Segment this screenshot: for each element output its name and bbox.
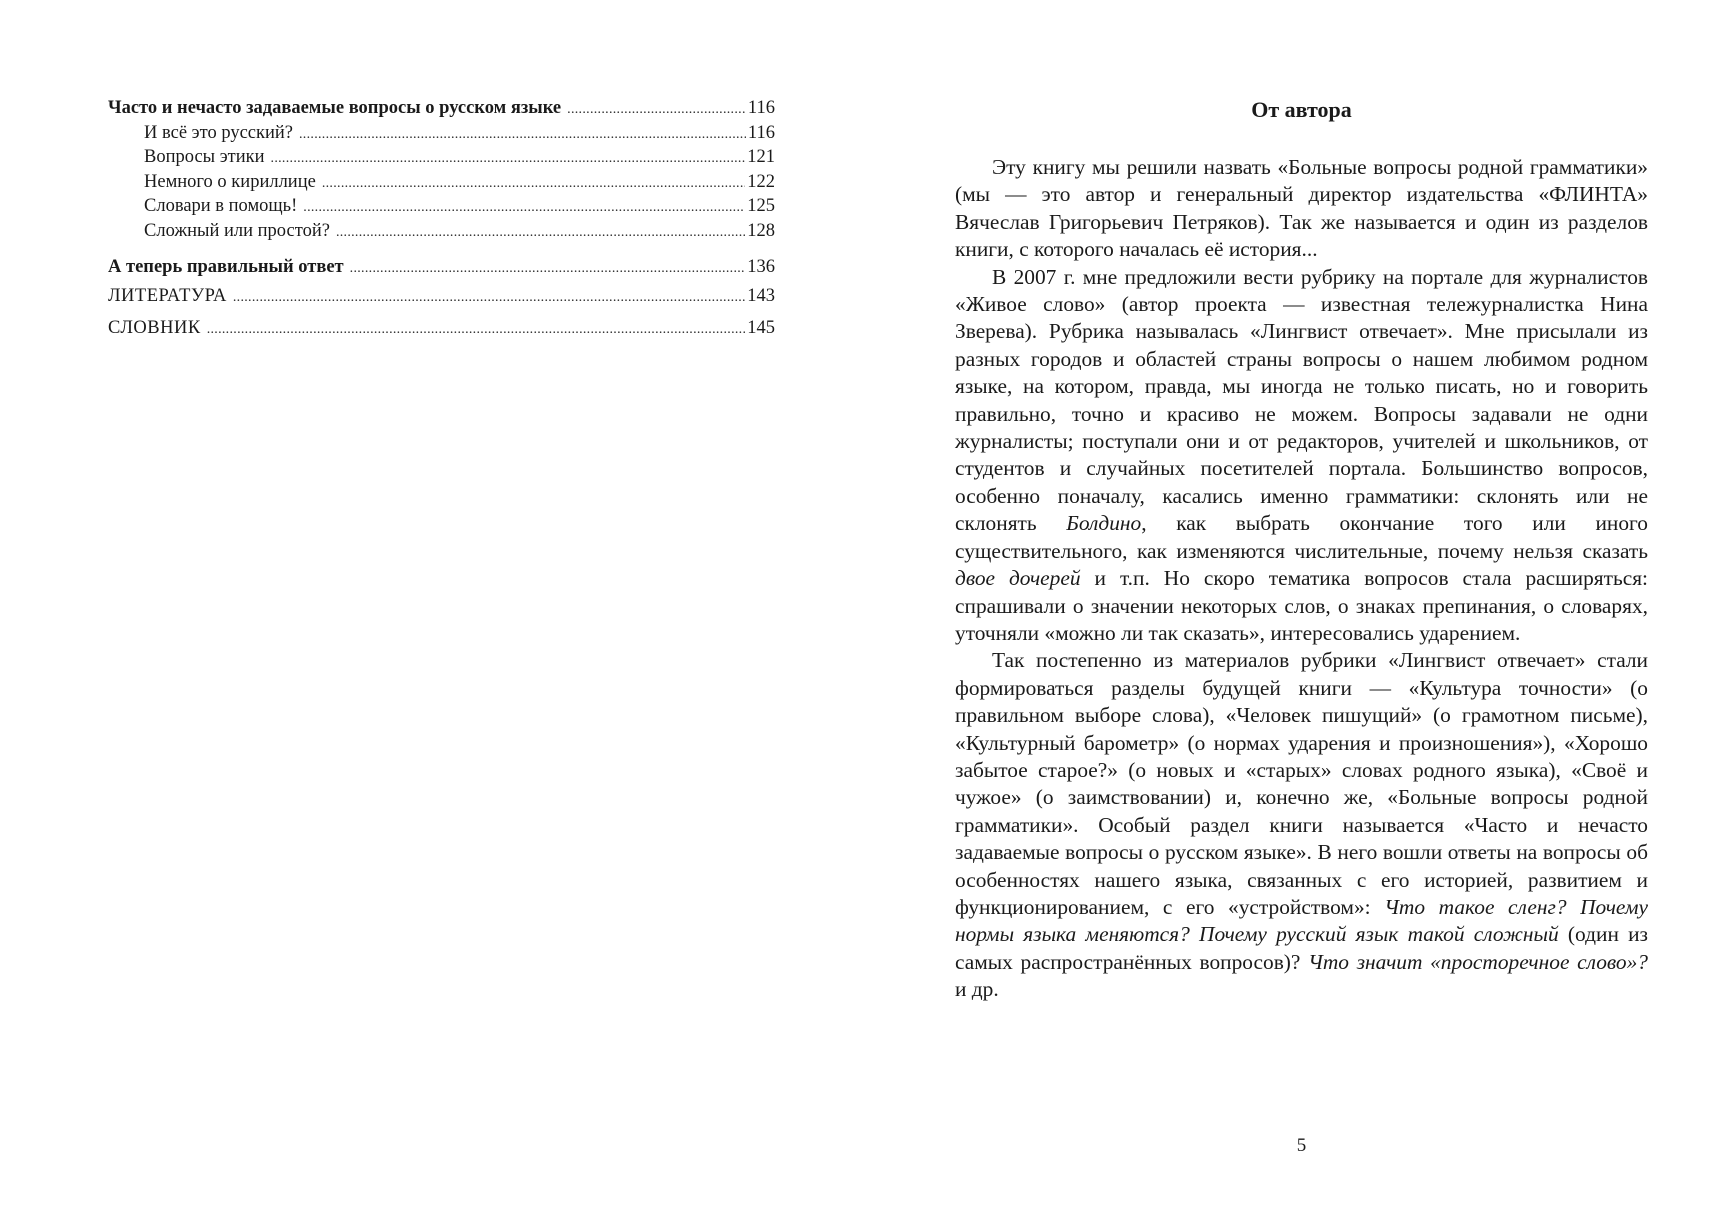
toc-entry[interactable] bbox=[108, 313, 775, 345]
text-run: и т.п. Но скоро тематика вопросов стала расширяться: спрашивали о значении некоторых слов, о знаках препинания, о словарях, уточняли «можно ли так сказать», интересовались ударением. bbox=[955, 566, 1648, 645]
italic-questions: Что такое сленг? Почему нормы языка меняются? Почему русский язык такой сложный bbox=[955, 894, 1649, 947]
toc-entry[interactable] bbox=[108, 171, 775, 196]
toc-entry[interactable] bbox=[108, 146, 775, 171]
toc-entry-label: Вопросы этики bbox=[144, 147, 265, 167]
toc-leader-dots bbox=[271, 147, 746, 171]
paragraph bbox=[955, 647, 1648, 1003]
paragraph bbox=[955, 264, 1648, 648]
table-of-contents bbox=[108, 97, 775, 345]
italic-question: Что значит «просторечное слово»? bbox=[1308, 949, 1649, 974]
chapter-title: От автора bbox=[1251, 97, 1352, 122]
left-page bbox=[0, 0, 856, 1211]
toc-entry-label: ЛИТЕРАТУРА bbox=[108, 285, 227, 306]
toc-entry-label: Словари в помощь! bbox=[144, 196, 298, 216]
toc-entry-label: Сложный или простой? bbox=[144, 220, 330, 241]
toc-entry-label: Немного о кириллице bbox=[144, 171, 316, 192]
toc-entry-page: 116 bbox=[747, 98, 775, 118]
toc-entry[interactable] bbox=[108, 256, 775, 281]
toc-leader-dots bbox=[567, 98, 746, 122]
toc-leader-dots bbox=[233, 283, 745, 313]
text-run: В 2007 г. мне предложили вести рубрику на портале для журналистов «Живое слово» (автор проекта — известная тележурналистка Нина Зверева). Рубрика называлась «Лингвист отвечает». Мне присылали из разных городов и областей страны вопросы о нашем любимом родном языке, на котором, правда, мы иногда не только писать, но и говорить правильно, точно и красиво не можем. Вопросы задавали не одни журналисты; поступали они и от редакторов, учителей и школьников, от студентов и случайных посетителей портала. Большинство вопросов, особенно поначалу, касались именно грамматики: склонять или не склонять bbox=[955, 264, 1648, 536]
toc-leader-dots bbox=[350, 257, 746, 281]
toc-entry-label: Часто и нечасто задаваемые вопросы о русском языке bbox=[108, 98, 562, 118]
text-run: , как выбрать окончание того или иного существительного, как изменяются числительные, почему нельзя сказать bbox=[955, 511, 1648, 563]
paragraph: Эту книгу мы решили назвать «Больные вопросы родной грамматики» (мы — это автор и генеральный директор издательства «ФЛИНТА» Вячеслав Григорьевич Петряков). Так же называется и один из разделов книги, с которого началась её история... bbox=[955, 155, 1648, 262]
toc-leader-dots bbox=[207, 315, 746, 345]
toc-entry-label: А теперь правильный ответ bbox=[108, 257, 344, 277]
toc-entry[interactable] bbox=[108, 122, 775, 147]
right-page bbox=[856, 0, 1713, 1211]
toc-entry-page: 122 bbox=[747, 171, 775, 192]
toc-leader-dots bbox=[303, 196, 745, 220]
foreword-body bbox=[955, 154, 1648, 1004]
toc-entry-page: 143 bbox=[747, 285, 775, 306]
toc-entry-page: 136 bbox=[747, 257, 775, 277]
toc-entry[interactable] bbox=[108, 195, 775, 220]
toc-entry[interactable] bbox=[108, 281, 775, 313]
text-run: (один из самых распространённых вопросов)? bbox=[955, 922, 1648, 974]
toc-leader-dots bbox=[299, 123, 746, 147]
toc-entry-page: 121 bbox=[747, 147, 775, 167]
toc-entry-label: СЛОВНИК bbox=[108, 317, 201, 338]
page-number: 5 bbox=[1296, 1135, 1307, 1156]
toc-entry-page: 116 bbox=[747, 122, 775, 143]
text-run: и др. bbox=[955, 977, 999, 1002]
toc-entry[interactable] bbox=[108, 97, 775, 122]
toc-leader-dots bbox=[336, 221, 745, 245]
toc-entry-page: 128 bbox=[747, 220, 775, 241]
toc-entry[interactable] bbox=[108, 220, 775, 245]
italic-term: двое дочерей bbox=[955, 566, 1081, 591]
toc-entry-label: И всё это русский? bbox=[144, 122, 293, 143]
toc-entry-page: 125 bbox=[747, 196, 775, 216]
toc-leader-dots bbox=[322, 172, 745, 196]
italic-term: Болдино bbox=[1066, 511, 1142, 536]
text-run: Так постепенно из материалов рубрики «Лингвист отвечает» стали формироваться разделы будущей книги — «Культура точности» (о правильном выборе слова), «Человек пишущий» (о грамотном письме), «Культурный барометр» (о нормах ударения и произношения»), «Хорошо забытое старое?» (о новых и «старых» словах родного языка), «Своё и чужое» (о заимствовании) и, конечно же, «Больные вопросы родной грамматики». Особый раздел книги называется «Часто и нечасто задаваемые вопросы о русском языке». В него вошли ответы на вопросы об особенностях нашего языка, связанных с его историей, развитием и функционированием, с его «устройством»: bbox=[955, 648, 1648, 919]
toc-entry-page: 145 bbox=[747, 317, 775, 338]
